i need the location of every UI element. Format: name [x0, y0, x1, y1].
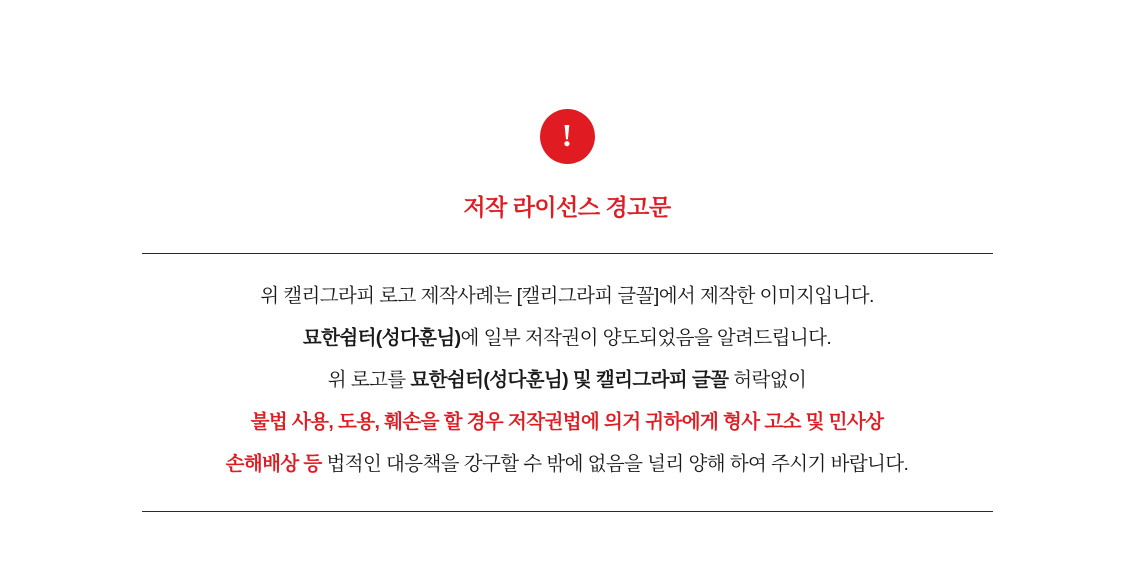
notice-line-3	[142, 359, 993, 401]
notice-line-1	[142, 275, 993, 317]
notice-text: 에 일부 저작권이 양도되었음을 알려드립니다.	[460, 327, 832, 349]
page-title: 저작 라이선스 경고문	[463, 194, 671, 220]
notice-text: 위 로고를	[327, 369, 411, 391]
notice-text-warning: 손해배상 등	[225, 453, 322, 475]
warning-icon-container	[0, 0, 1134, 169]
notice-line-2	[142, 317, 993, 359]
exclamation-glyph: !	[561, 117, 573, 153]
exclamation-mark-icon	[540, 109, 595, 164]
divider-bottom	[142, 511, 993, 512]
notice-line-4	[142, 401, 993, 443]
notice-text-bold: 묘한쉼터(성다훈님) 및 캘리그라피 글꼴	[410, 369, 729, 391]
notice-text-bold: 묘한쉼터(성다훈님)	[302, 327, 461, 349]
notice-body	[142, 254, 993, 485]
notice-line-5	[142, 443, 993, 485]
notice-text: 위 캘리그라피 로고 제작사례는 [캘리그라피 글꼴]에서 제작한 이미지입니다.	[260, 285, 874, 307]
notice-text: 법적인 대응책을 강구할 수 밖에 없음을 널리 양해 하여 주시기 바랍니다.	[321, 453, 909, 475]
notice-text-warning: 불법 사용, 도용, 훼손을 할 경우 저작권법에 의거 귀하에게 형사 고소 및 민사상	[250, 411, 884, 433]
notice-text: 허락없이	[728, 369, 807, 391]
